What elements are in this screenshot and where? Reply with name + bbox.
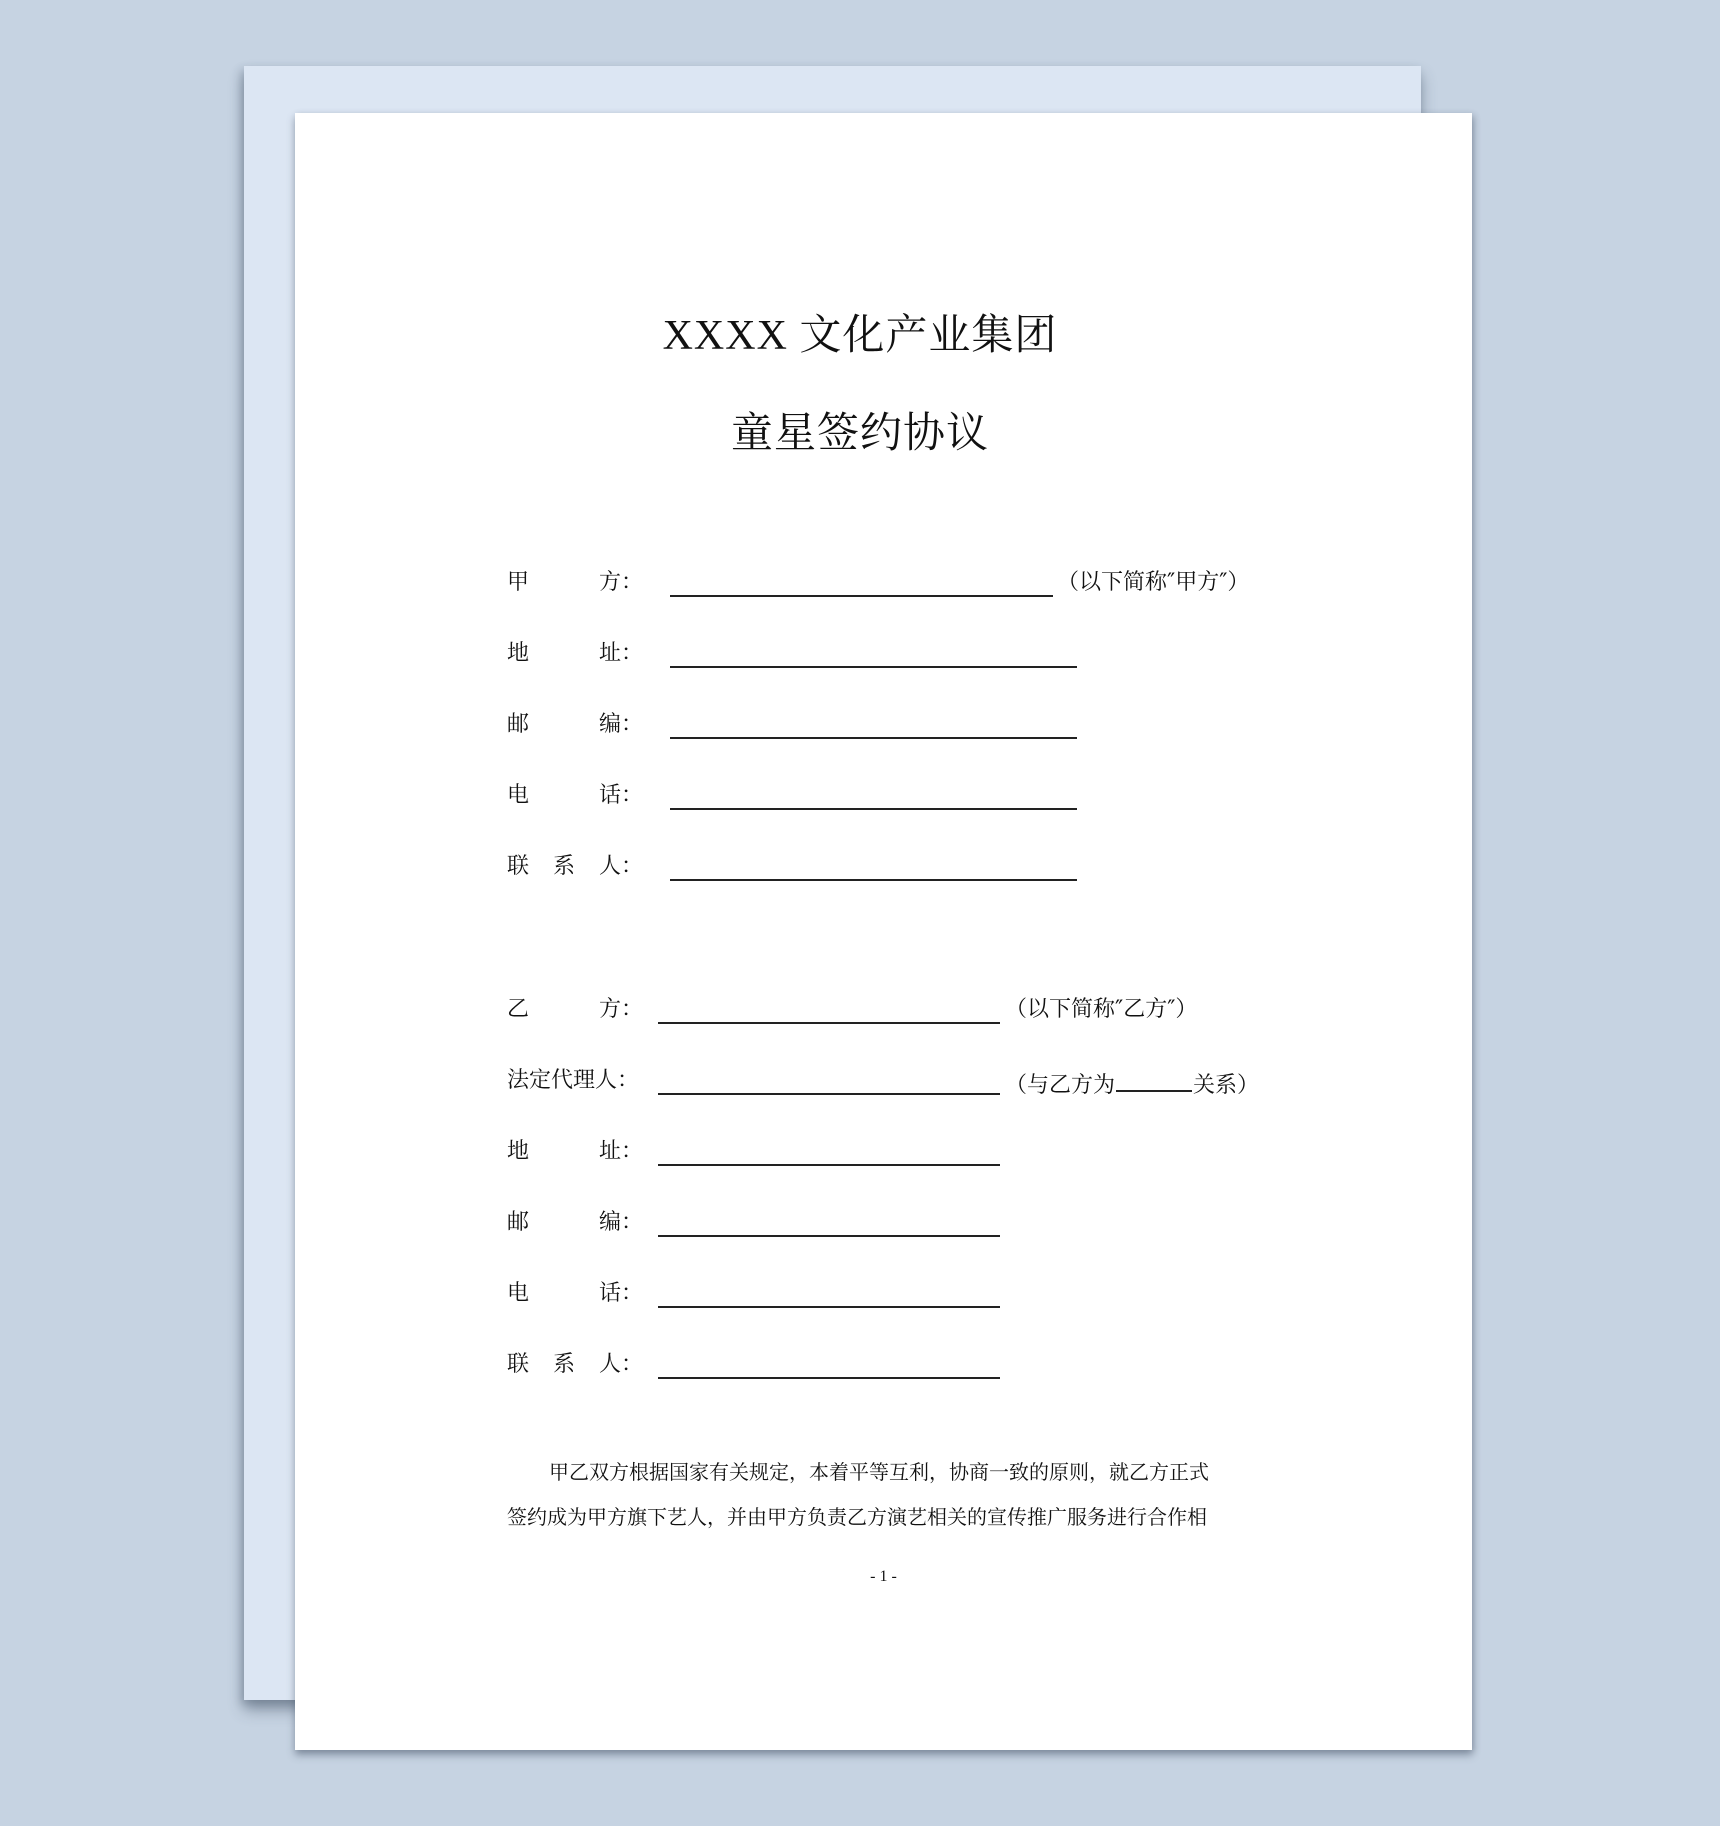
party-b-postcode-label xyxy=(507,1208,643,1238)
party-a-name-note: （以下简称″甲方″） xyxy=(1057,570,1250,595)
label-char: 址： xyxy=(598,1139,643,1164)
party-b-phone-blank[interactable] xyxy=(658,1306,1000,1308)
party-b-contact-label xyxy=(507,1350,643,1380)
party-a-contact-label xyxy=(507,852,643,882)
label-char: 编： xyxy=(598,712,643,737)
label-char: 地 xyxy=(507,641,530,666)
party-b-legal-agent-blank[interactable] xyxy=(658,1093,1000,1095)
party-a-phone-blank[interactable] xyxy=(670,808,1077,810)
label-char: 电 xyxy=(507,783,530,808)
party-b-contact-blank[interactable] xyxy=(658,1377,1000,1379)
relationship-note-prefix: （与乙方为 xyxy=(1005,1073,1116,1098)
party-b-address-blank[interactable] xyxy=(658,1164,1000,1166)
party-a-address-label xyxy=(507,639,643,669)
party-b-name-blank[interactable] xyxy=(658,1022,1000,1024)
party-a-postcode-blank[interactable] xyxy=(670,737,1077,739)
label-char: 话： xyxy=(598,1281,643,1306)
relationship-note-suffix: 关系） xyxy=(1193,1073,1260,1098)
party-b-name-note: （以下简称″乙方″） xyxy=(1005,997,1198,1022)
relationship-blank[interactable] xyxy=(1116,1066,1192,1092)
label-char: 邮 xyxy=(507,1210,530,1235)
label-char: 系 xyxy=(552,1352,575,1377)
party-a-phone-label xyxy=(507,781,643,811)
label-char: 方： xyxy=(598,570,643,595)
label-char: 人： xyxy=(598,854,643,879)
document-title-company: XXXX 文化产业集团 xyxy=(662,313,1058,359)
label-char: 话： xyxy=(598,783,643,808)
party-a-contact-blank[interactable] xyxy=(670,879,1077,881)
label-char: 地 xyxy=(507,1139,530,1164)
label-char: 编： xyxy=(598,1210,643,1235)
label-char: 人： xyxy=(598,1352,643,1377)
party-b-postcode-blank[interactable] xyxy=(658,1235,1000,1237)
label-char: 电 xyxy=(507,1281,530,1306)
party-a-name-blank[interactable] xyxy=(670,595,1053,597)
party-a-postcode-label xyxy=(507,710,643,740)
page-number: - 1 - xyxy=(870,1568,897,1585)
label-char: 联 xyxy=(507,1352,530,1377)
label-char: 法定代理人： xyxy=(507,1068,640,1093)
document-title-agreement: 童星签约协议 xyxy=(730,408,989,457)
party-a-name-label xyxy=(507,568,643,598)
label-char: 邮 xyxy=(507,712,530,737)
label-char: 址： xyxy=(598,641,643,666)
party-b-phone-label xyxy=(507,1279,643,1309)
label-char: 甲 xyxy=(507,570,530,595)
party-b-relationship-note xyxy=(1005,1066,1259,1101)
label-char: 方： xyxy=(598,997,643,1022)
label-char: 乙 xyxy=(507,997,530,1022)
label-char: 联 xyxy=(507,854,530,879)
party-b-name-label xyxy=(507,995,643,1025)
body-paragraph-line-2: 签约成为甲方旗下艺人，并由甲方负责乙方演艺相关的宣传推广服务进行合作相 xyxy=(507,1505,1207,1529)
label-char: 系 xyxy=(552,854,575,879)
party-b-legal-agent-label xyxy=(507,1066,643,1096)
party-b-address-label xyxy=(507,1137,643,1167)
body-paragraph-line-1: 甲乙双方根据国家有关规定，本着平等互利，协商一致的原则，就乙方正式 xyxy=(549,1460,1209,1484)
party-a-address-blank[interactable] xyxy=(670,666,1077,668)
